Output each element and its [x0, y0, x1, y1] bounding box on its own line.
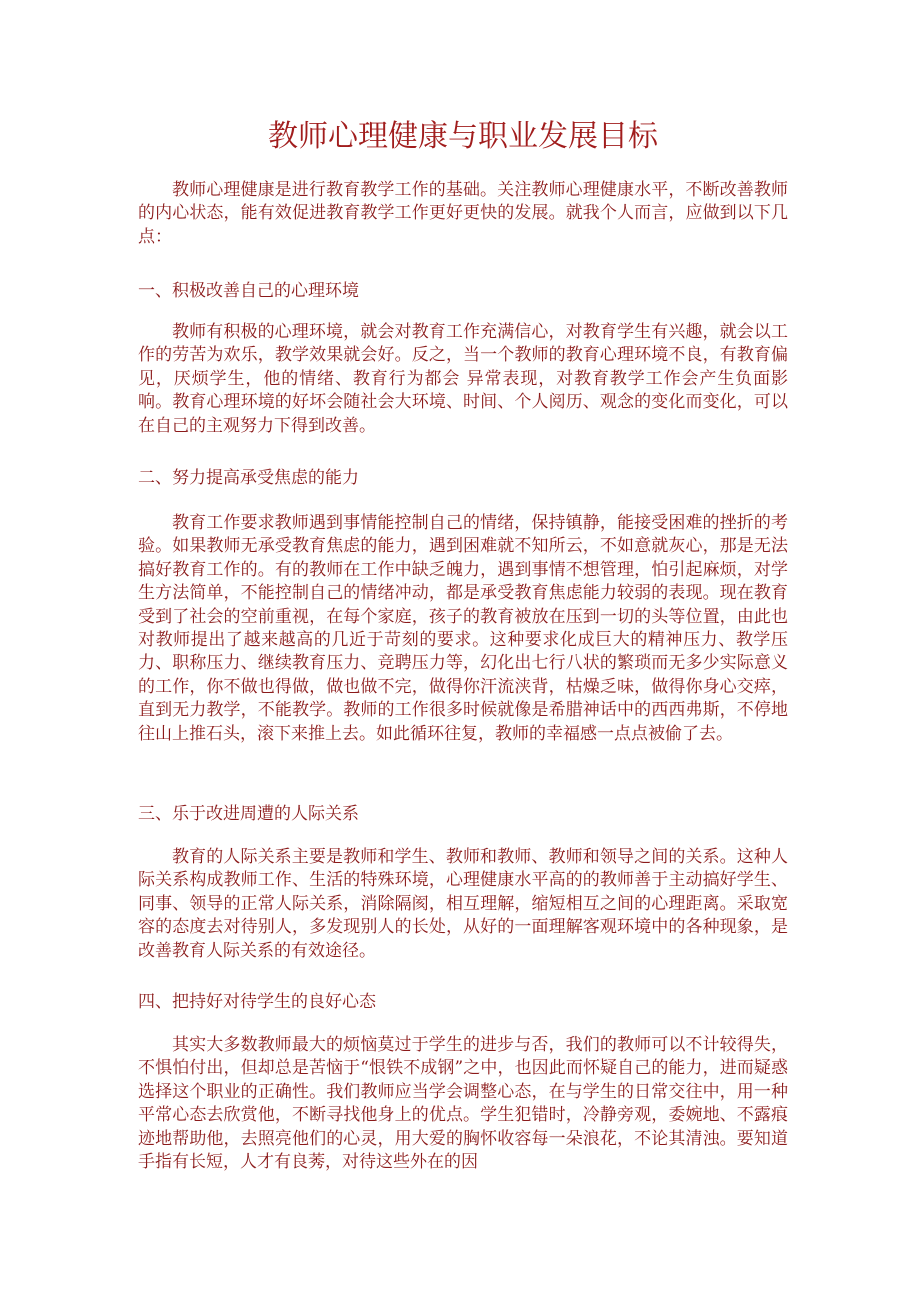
- section-2-heading: 二、努力提高承受焦虑的能力: [138, 468, 359, 488]
- section-3-paragraph: 教育的人际关系主要是教师和学生、教师和教师、教师和领导之间的关系。这种人际关系构成教师工作、生活的特殊环境，心理健康水平高的的教师善于主动搞好学生、同事、领导的正常人际关系，消除隔阂，相互理解，缩短相互之间的心理距离。采取宽容的态度去对待别人，多发现别人的长处，从好的一面理解客观环境中的各种现象，是改善教育人际关系的有效途径。: [138, 847, 788, 961]
- section-2-paragraph: 教育工作要求教师遇到事情能控制自己的情绪，保持镇静，能接受困难的挫折的考验。如果教师无承受教育焦虑的能力，遇到困难就不知所云，不如意就灰心，那是无法搞好教育工作的。有的教师在工作中缺乏魄力，遇到事情不想管理，怕引起麻烦，对学生方法简单，不能控制自己的情绪冲动，都是承受教育焦虑能力较弱的表现。现在教育受到了社会的空前重视，在每个家庭，孩子的教育被放在压到一切的头等位置，由此也对教师提出了越来越高的几近于苛刻的要求。这种要求化成巨大的精神压力、教学压力、职称压力、继续教育压力、竞聘压力等，幻化出七行八状的繁琐而无多少实际意义的工作，你不做也得做，做也做不完，做得你汗流浃背，枯燥乏味，做得你身心交瘁，直到无力教学，不能教学。教师的工作很多时候就像是希腊神话中的西西弗斯，不停地往山上推石头，滚下来推上去。如此循环往复，教师的幸福感一点点被偷了去。: [138, 513, 788, 744]
- document-title: 教师心理健康与职业发展目标: [268, 119, 658, 154]
- section-3-heading: 三、乐于改进周遭的人际关系: [138, 804, 359, 824]
- section-1-paragraph: 教师有积极的心理环境，就会对教育工作充满信心，对教育学生有兴趣，就会以工作的劳苦为欢乐，教学效果就会好。反之，当一个教师的教育心理环境不良，有教育偏见，厌烦学生，他的情绪、教育行为都会 异常表现，对教育教学工作会产生负面影响。教育心理环境的好坏会随社会大环境、时间、个人阅历、观念的变化而变化，可以在自己的主观努力下得到改善。: [138, 322, 788, 436]
- intro-paragraph: 教师心理健康是进行教育教学工作的基础。关注教师心理健康水平，不断改善教师的内心状态，能有效促进教育教学工作更好更快的发展。就我个人而言，应做到以下几点：: [138, 180, 788, 247]
- section-4-paragraph: 其实大多数教师最大的烦恼莫过于学生的进步与否，我们的教师可以不计较得失，不惧怕付出，但却总是苦恼于“恨铁不成钢”之中，也因此而怀疑自己的能力，进而疑惑选择这个职业的正确性。我们教师应当学会调整心态，在与学生的日常交往中，用一种平常心态去欣赏他，不断寻找他身上的优点。学生犯错时，冷静旁观，委婉地、不露痕迹地帮助他，去照亮他们的心灵，用大爱的胸怀收容每一朵浪花，不论其清浊。要知道手指有长短，人才有良莠，对待这些外在的因: [138, 1035, 788, 1173]
- section-1-heading: 一、积极改善自己的心理环境: [138, 281, 359, 301]
- section-4-heading: 四、把持好对待学生的良好心态: [138, 992, 376, 1012]
